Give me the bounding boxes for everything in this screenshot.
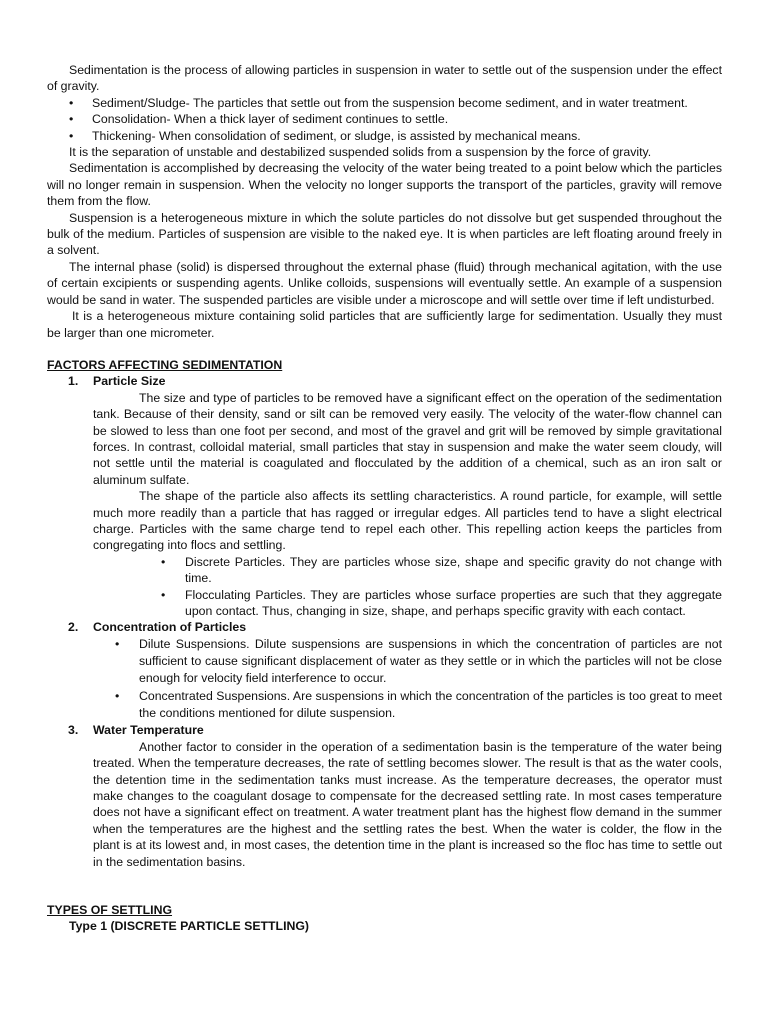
- spacer: [47, 341, 722, 357]
- list-item: • Dilute Suspensions. Dilute suspensions are suspensions in which the concentration of particles are not sufficient to cause significant displacement of water as they settle or in which the particles will not be close enough for velocity field interference to occur.: [93, 636, 722, 688]
- types-heading: TYPES OF SETTLING: [47, 902, 173, 917]
- list-item: • Concentrated Suspensions. Are suspensions in which the concentration of the particles is too great to meet the conditions mentioned for dilute suspension.: [93, 688, 722, 723]
- particle-type-list: [93, 554, 722, 620]
- item-title: Water Temperature: [93, 723, 204, 738]
- list-item: • Consolidation- When a thick layer of sediment continues to settle.: [47, 111, 722, 127]
- item-number: 1.: [68, 374, 79, 389]
- intro-paragraph-1: Sedimentation is the process of allowing particles in suspension in water to settle out of the suspension under the effect of gravity.: [47, 63, 722, 94]
- list-item: • Thickening- When consolidation of sediment, or sludge, is assisted by mechanical means.: [47, 128, 722, 144]
- factors-heading: FACTORS AFFECTING SEDIMENTATION: [47, 357, 283, 372]
- item-paragraph: The shape of the particle also affects its settling characteristics. A round particle, for example, will settle much more readily than a particle that has ragged or irregular edges. All particles tend to have a slight electrical charge. Particles with the same charge tend to repel each other. This repelling action keeps the particles from congregating into flocs and settling.: [93, 489, 722, 553]
- item-paragraph: The size and type of particles to be removed have a significant effect on the operation of the sedimentation tank. Because of their density, sand or silt can be removed very easily. The velocity of the water-flow channel can be slowed to less than one foot per second, and most of the gravel and grit will be removed by simple gravitational forces. In contrast, colloidal material, small particles that stay in suspension and make the water seem cloudy, will not settle until the material is coagulated and flocculated by the addition of a chemical, such as an iron salt or aluminum sulfate.: [93, 390, 722, 487]
- item-number: 3.: [68, 723, 79, 738]
- factor-item-particle-size: [47, 373, 722, 619]
- item-title: Particle Size: [93, 374, 166, 389]
- suspension-type-list: [93, 636, 722, 722]
- list-item: • Discrete Particles. They are particles whose size, shape and specific gravity do not change with time.: [139, 554, 722, 587]
- intro-paragraph-3: Sedimentation is accomplished by decreasing the velocity of the water being treated to a point below which the particles will no longer remain in suspension. When the velocity no longer supports the transport of the particles, gravity will remove them from the flow.: [47, 161, 722, 209]
- spacer: [47, 886, 722, 902]
- factor-item-concentration: [47, 619, 722, 722]
- spacer: [47, 870, 722, 886]
- factors-list: [47, 373, 722, 870]
- intro-paragraph-4: Suspension is a heterogeneous mixture in which the solute particles do not dissolve but get suspended throughout the bulk of the medium. Particles of suspension are visible to the naked eye. It is when particles are left floating around freely in a solvent.: [47, 210, 722, 258]
- intro-paragraph-6: It is a heterogeneous mixture containing solid particles that are sufficiently large for sedimentation. Usually they must be larger than one micrometer.: [47, 309, 722, 340]
- factor-item-water-temperature: [47, 722, 722, 870]
- intro-bullet-list: [47, 95, 722, 144]
- item-paragraph: Another factor to consider in the operation of a sedimentation basin is the temperature of the water being treated. When the temperature decreases, the rate of settling becomes slower. The result is that as the water cools, the detention time in the sedimentation tanks must increase. As the temperature decreases, the operator must make changes to the coagulant dosage to compensate for the decreased settling rate. In most cases temperature does not have a significant effect on treatment. A water treatment plant has the highest flow demand in the summer when the temperatures are the highest and the settling rates the best. When the water is colder, the flow in the plant is at its lowest and, in most cases, the detention time in the plant is increased so the floc has time to settle out in the sedimentation basins.: [93, 739, 722, 869]
- list-item: • Sediment/Sludge- The particles that settle out from the suspension become sediment, and in water treatment.: [47, 95, 722, 111]
- item-number: 2.: [68, 620, 79, 635]
- intro-paragraph-5: The internal phase (solid) is dispersed throughout the external phase (fluid) through mechanical agitation, with the use of certain excipients or suspending agents. Unlike colloids, suspensions will eventually settle. An example of a suspension would be sand in water. The suspended particles are visible under a microscope and will settle over time if left undisturbed.: [47, 259, 722, 307]
- type-1-heading: Type 1 (DISCRETE PARTICLE SETTLING): [69, 919, 310, 934]
- intro-paragraph-2: It is the separation of unstable and destabilized suspended solids from a suspension by the force of gravity.: [69, 145, 652, 160]
- item-title: Concentration of Particles: [93, 620, 247, 635]
- document-page: [47, 62, 722, 935]
- list-item: • Flocculating Particles. They are particles whose surface properties are such that they aggregate upon contact. Thus, changing in size, shape, and perhaps specific gravity with each contact.: [139, 587, 722, 620]
